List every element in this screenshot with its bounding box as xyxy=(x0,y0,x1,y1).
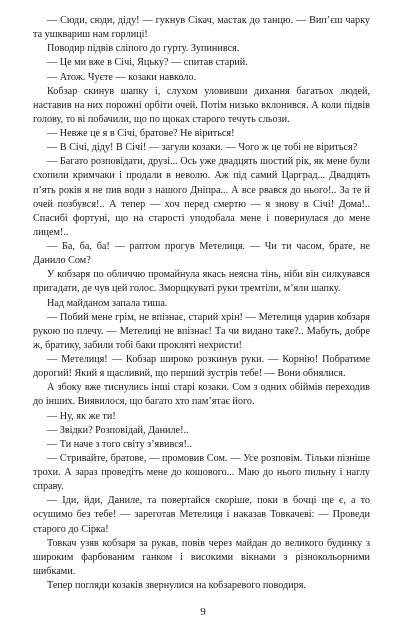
paragraph: — Стривайте, братове, — промовив Сом. — Усе розповім. Тільки пізніше трохи. А зараз проведіть мене до кошового... Маю до нього пильну і наглу справу. xyxy=(33,452,370,493)
paragraph: — Ба, ба, ба! — раптом прогув Метелиця. — Чи ти часом, брате, не Данило Сом? xyxy=(33,241,370,267)
paragraph: У кобзаря по обличчю промайнула якась неясна тінь, ніби він силкувався пригадати, де чув цей голос. Зморщкуваті руки тремтіли, м’яли шапку. xyxy=(33,269,370,295)
paragraph: — Це ми вже в Січі, Яцьку? — спитав старий. xyxy=(47,57,248,69)
paragraph: — Звідки? Розповідай, Даниле!.. xyxy=(47,424,189,436)
paragraph: А збоку вже тиснулись інші старі козаки. Сом з одних обіймів переходив до інших. Виявилося, що багато хто пам’ятає його. xyxy=(33,382,370,408)
paragraph: — Побий мене грім, не впізнає, старий хрін! — Метелиця ударив кобзаря рукою по плечу. — Метелиці не впізнає! Та чи видано таке?.. Мабуть, добре ж, братику, забили тобі баки прокляті нехристи! xyxy=(33,311,370,351)
paragraph: — Атож. Чуєте — козаки навколо. xyxy=(47,71,197,83)
paragraph: Над майданом запала тиша. xyxy=(47,297,168,309)
paragraph: Поводир підвів сліпого до гурту. Зупинився. xyxy=(47,43,240,55)
page-body-text xyxy=(33,14,370,593)
paragraph: — Ти наче з того світу з’явився!.. xyxy=(47,438,192,450)
paragraph: Кобзар скинув шапку і, слухом уловивши дихання багатьох людей, наставив на них порожні орбіти очей. Потім низько вклонився. А коли підвів голову, то ві побачили, що по щоках старого течуть сльози. xyxy=(33,85,370,125)
page-number: 9 xyxy=(200,606,206,618)
paragraph: Тепер погляди козаків звернулися на кобзаревого поводиря. xyxy=(47,580,306,591)
paragraph: — Іди, йди, Даниле, та повертайся скоріше, поки в бочці ще є, а то осушимо без тебе! — зареготав Метелиця і наказав Товкачеві: — Проведи старого до Сірка! xyxy=(33,495,370,535)
paragraph: — В Січі, діду! В Січі! — загули козаки. — Чого ж це тобі не віриться? xyxy=(47,142,358,154)
paragraph: Товкач узяв кобзаря за рукав, повів через майдан до великого будинку з широким фарбованим ганком і високими вікнами з різнокольорними шибками. xyxy=(33,537,370,577)
paragraph: — Багато розповідати, друзі... Ось уже двадцять шостий рік, як мене були схопили кримчаки і продали в неволю. Аж під самий Царград... Двадцять п’ять років я не пив води з нашого Дніпра... А все рвався до нього!.. За те й очей позбувся!.. А тепер — хоч перед смертю — я знову в Січі! Дома!.. Спасибі фортуні, що на старості уподобала мене і повернулася до мене лицем!.. xyxy=(33,156,370,238)
paragraph: — Невже це я в Січі, братове? Не віриться! xyxy=(47,128,235,139)
paragraph: — Ну, як же ти! xyxy=(47,410,116,422)
paragraph: — Сюди, сюди, діду! — гукнув Сікач, мастак до танцю. — Вип’єш чарку та ушквариш нам горлиці! xyxy=(33,15,370,41)
paragraph: — Метелиця! — Кобзар широко розкинув руки. — Корнію! Побратиме дорогий! Який я щасливий, що перший зустрів тебе! — Вони обнялися. xyxy=(33,354,370,380)
